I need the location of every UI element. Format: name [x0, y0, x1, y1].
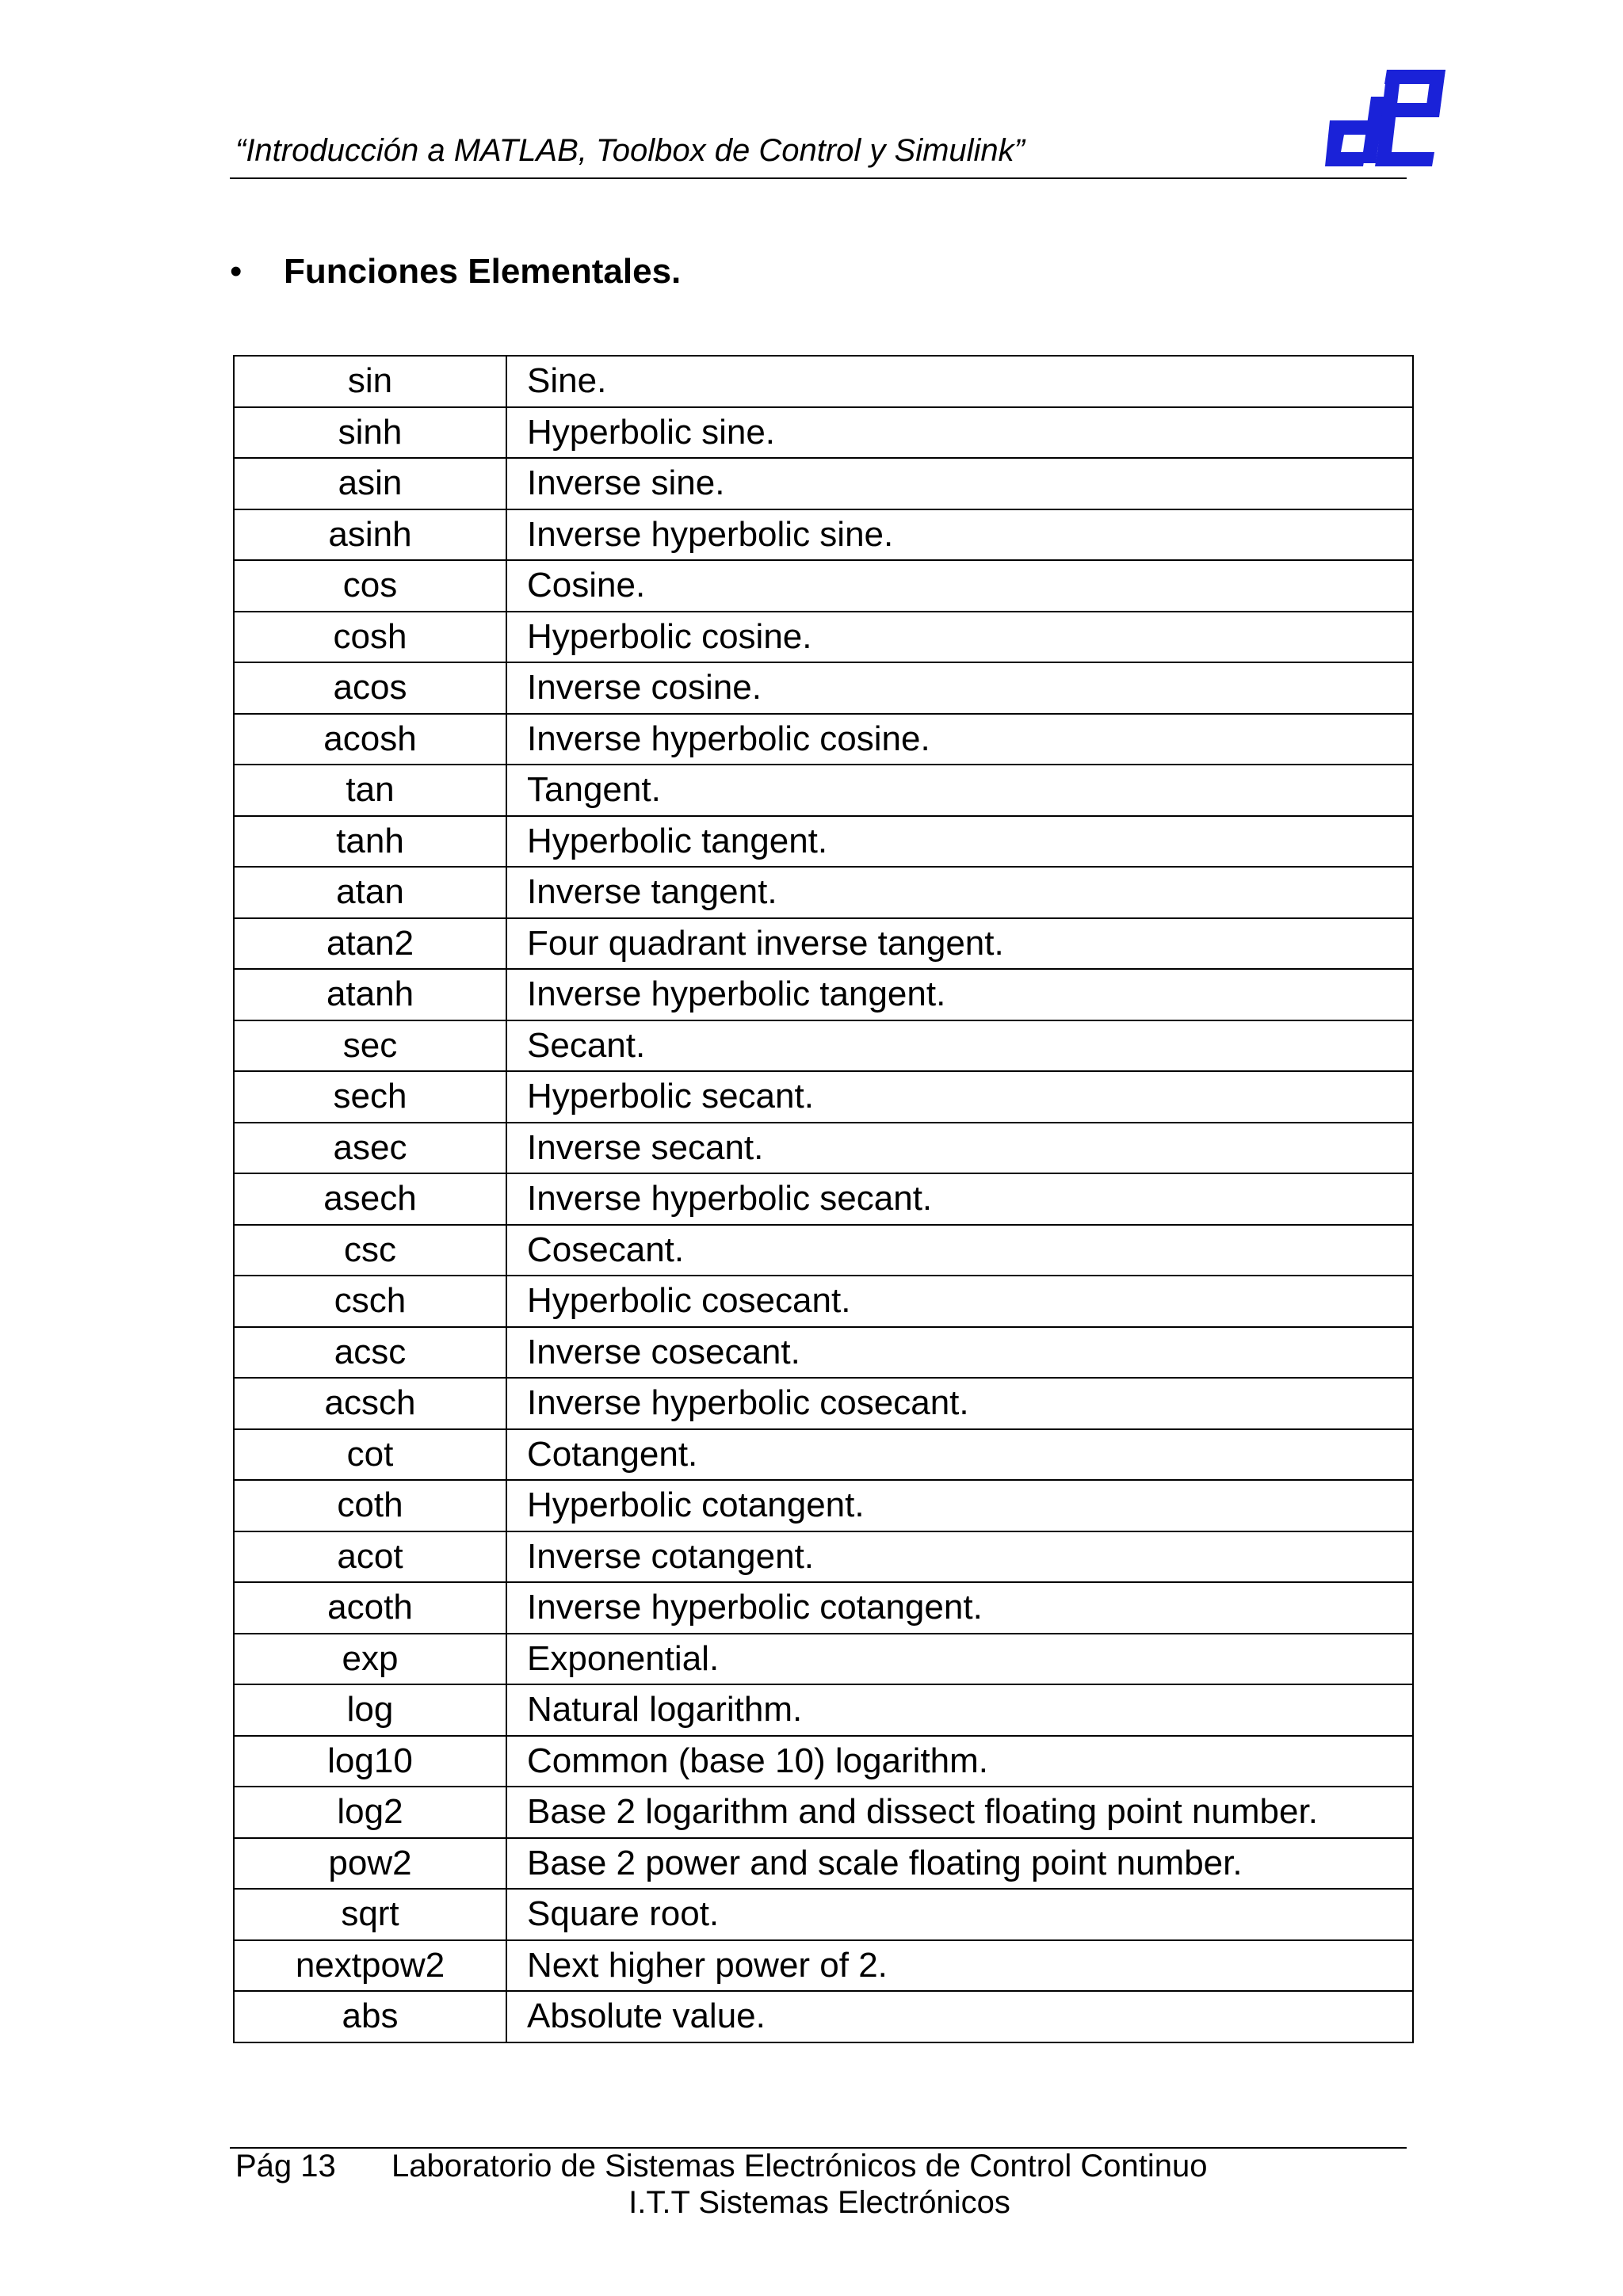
function-name-cell: abs	[234, 1991, 506, 2042]
function-description-cell: Four quadrant inverse tangent.	[506, 918, 1413, 970]
table-row	[234, 765, 1413, 816]
function-description-cell: Hyperbolic tangent.	[506, 816, 1413, 868]
function-description-cell: Next higher power of 2.	[506, 1940, 1413, 1992]
function-description-cell: Base 2 power and scale floating point number.	[506, 1838, 1413, 1890]
function-name-cell: acosh	[234, 714, 506, 765]
function-name-cell: asech	[234, 1173, 506, 1225]
table-row	[234, 1736, 1413, 1787]
function-name-cell: atanh	[234, 969, 506, 1020]
table-row	[234, 1634, 1413, 1685]
function-description-cell: Inverse hyperbolic tangent.	[506, 969, 1413, 1020]
function-name-cell: csc	[234, 1225, 506, 1276]
table-row	[234, 1123, 1413, 1174]
function-description-cell: Hyperbolic sine.	[506, 407, 1413, 459]
function-description-cell: Inverse cosine.	[506, 662, 1413, 714]
function-description-cell: Common (base 10) logarithm.	[506, 1736, 1413, 1787]
function-description-cell: Absolute value.	[506, 1991, 1413, 2042]
function-description-cell: Inverse sine.	[506, 458, 1413, 509]
function-description-cell: Exponential.	[506, 1634, 1413, 1685]
table-row	[234, 1429, 1413, 1481]
table-row	[234, 1020, 1413, 1072]
table-row	[234, 1787, 1413, 1838]
function-name-cell: acos	[234, 662, 506, 714]
table-row	[234, 1225, 1413, 1276]
footer-page-number: Pág 13	[235, 2149, 336, 2183]
functions-table-body	[234, 356, 1413, 2042]
footer-degree-name: I.T.T Sistemas Electrónicos	[628, 2185, 1010, 2220]
table-row	[234, 1531, 1413, 1583]
function-name-cell: acsch	[234, 1378, 506, 1429]
functions-table	[233, 355, 1414, 2043]
table-row	[234, 1276, 1413, 1327]
function-name-cell: acoth	[234, 1582, 506, 1634]
function-description-cell: Natural logarithm.	[506, 1684, 1413, 1736]
function-description-cell: Inverse hyperbolic cotangent.	[506, 1582, 1413, 1634]
footer-lab-name: Laboratorio de Sistemas Electrónicos de Control Continuo	[391, 2149, 1208, 2183]
function-name-cell: log	[234, 1684, 506, 1736]
function-description-cell: Hyperbolic cotangent.	[506, 1480, 1413, 1531]
function-name-cell: cos	[234, 560, 506, 612]
function-name-cell: tan	[234, 765, 506, 816]
function-description-cell: Inverse secant.	[506, 1123, 1413, 1174]
function-description-cell: Cosecant.	[506, 1225, 1413, 1276]
table-row	[234, 1327, 1413, 1379]
department-logo-icon	[1325, 65, 1452, 174]
table-row	[234, 407, 1413, 459]
function-name-cell: cosh	[234, 612, 506, 663]
table-row	[234, 509, 1413, 561]
function-description-cell: Inverse tangent.	[506, 867, 1413, 918]
table-row	[234, 458, 1413, 509]
function-description-cell: Inverse hyperbolic cosine.	[506, 714, 1413, 765]
table-row	[234, 1582, 1413, 1634]
function-name-cell: asec	[234, 1123, 506, 1174]
function-name-cell: log2	[234, 1787, 506, 1838]
table-row	[234, 1889, 1413, 1940]
function-name-cell: log10	[234, 1736, 506, 1787]
table-row	[234, 560, 1413, 612]
table-row	[234, 1071, 1413, 1123]
function-description-cell: Hyperbolic cosecant.	[506, 1276, 1413, 1327]
table-row	[234, 1991, 1413, 2042]
function-name-cell: pow2	[234, 1838, 506, 1890]
table-row	[234, 969, 1413, 1020]
bullet-icon: •	[230, 252, 242, 291]
function-description-cell: Inverse cosecant.	[506, 1327, 1413, 1379]
function-description-cell: Hyperbolic secant.	[506, 1071, 1413, 1123]
header-title: “Introducción a MATLAB, Toolbox de Control y Simulink”	[235, 133, 1025, 168]
function-name-cell: coth	[234, 1480, 506, 1531]
function-name-cell: asin	[234, 458, 506, 509]
function-name-cell: sinh	[234, 407, 506, 459]
function-description-cell: Inverse cotangent.	[506, 1531, 1413, 1583]
function-name-cell: atan2	[234, 918, 506, 970]
table-row	[234, 1378, 1413, 1429]
function-name-cell: sin	[234, 356, 506, 407]
function-name-cell: sech	[234, 1071, 506, 1123]
function-description-cell: Inverse hyperbolic secant.	[506, 1173, 1413, 1225]
function-description-cell: Secant.	[506, 1020, 1413, 1072]
function-name-cell: sqrt	[234, 1889, 506, 1940]
function-name-cell: atan	[234, 867, 506, 918]
table-row	[234, 1480, 1413, 1531]
function-name-cell: acsc	[234, 1327, 506, 1379]
table-row	[234, 612, 1413, 663]
function-description-cell: Cotangent.	[506, 1429, 1413, 1481]
function-description-cell: Hyperbolic cosine.	[506, 612, 1413, 663]
function-description-cell: Tangent.	[506, 765, 1413, 816]
function-name-cell: csch	[234, 1276, 506, 1327]
function-name-cell: nextpow2	[234, 1940, 506, 1992]
function-description-cell: Square root.	[506, 1889, 1413, 1940]
function-name-cell: cot	[234, 1429, 506, 1481]
function-description-cell: Inverse hyperbolic cosecant.	[506, 1378, 1413, 1429]
header-rule	[230, 177, 1407, 179]
function-name-cell: acot	[234, 1531, 506, 1583]
section-heading	[230, 252, 681, 292]
table-row	[234, 1684, 1413, 1736]
function-description-cell: Cosine.	[506, 560, 1413, 612]
table-row	[234, 867, 1413, 918]
table-row	[234, 1940, 1413, 1992]
section-heading-text: Funciones Elementales.	[284, 252, 682, 291]
function-description-cell: Sine.	[506, 356, 1413, 407]
table-row	[234, 1173, 1413, 1225]
function-description-cell: Inverse hyperbolic sine.	[506, 509, 1413, 561]
table-row	[234, 714, 1413, 765]
function-description-cell: Base 2 logarithm and dissect floating point number.	[506, 1787, 1413, 1838]
table-row	[234, 816, 1413, 868]
table-row	[234, 662, 1413, 714]
function-name-cell: sec	[234, 1020, 506, 1072]
table-row	[234, 1838, 1413, 1890]
function-name-cell: tanh	[234, 816, 506, 868]
table-row	[234, 918, 1413, 970]
function-name-cell: asinh	[234, 509, 506, 561]
function-name-cell: exp	[234, 1634, 506, 1685]
table-row	[234, 356, 1413, 407]
